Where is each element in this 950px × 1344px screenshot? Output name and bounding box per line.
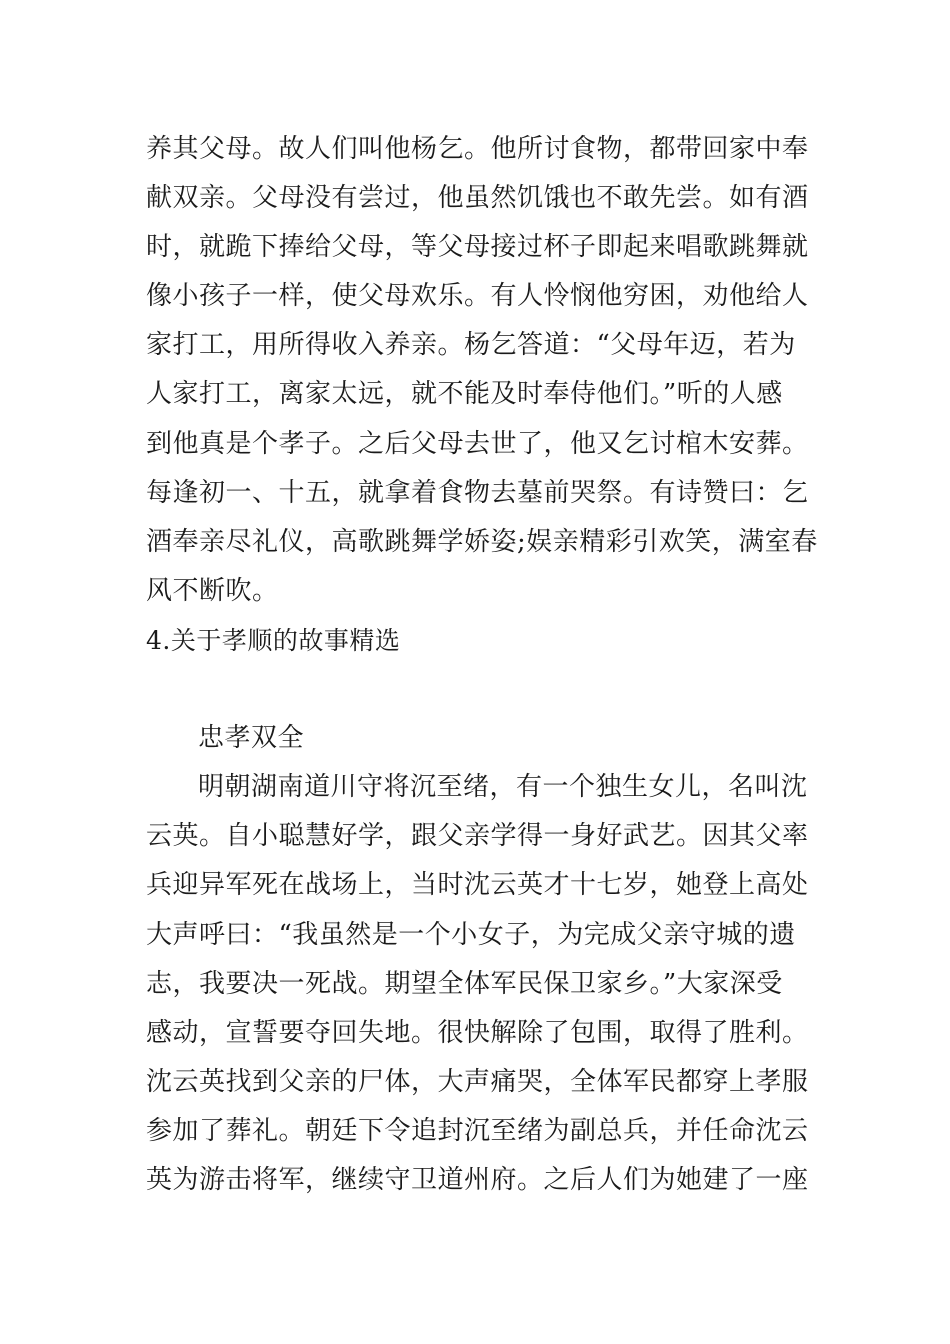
section-heading: 4.关于孝顺的故事精选: [146, 625, 401, 655]
text-line: 家打工，用所得收入养亲。杨乞答道：“父母年迈，若为: [146, 330, 796, 361]
text-line: 养其父母。故人们叫他杨乞。他所讨食物，都带回家中奉: [146, 134, 809, 164]
text-line: 像小孩子一样，使父母欢乐。有人怜悯他穷困，劝他给人: [146, 281, 809, 312]
paragraph-yang-qi-story: [146, 125, 818, 616]
text-column: [146, 125, 818, 1205]
text-line: 明朝湖南道川守将沉至绪，有一个独生女儿，名叫沈: [198, 772, 808, 803]
text-line: 云英。自小聪慧好学，跟父亲学得一身好武艺。因其父率: [146, 821, 809, 852]
blank-line: [146, 665, 811, 714]
text-line: 英为游击将军，继续守卫道州府。之后人们为她建了一座: [146, 1164, 809, 1195]
text-line: 风不断吹。: [146, 575, 279, 606]
text-line: 酒奉亲尽礼仪，高歌跳舞学娇姿;娱亲精彩引欢笑，满室春: [146, 526, 818, 557]
text-line: 志，我要决一死战。期望全体军民保卫家乡。”大家深受: [146, 968, 783, 999]
text-line: 沈云英找到父亲的尸体，大声痛哭，全体军民都穿上孝服: [146, 1066, 809, 1097]
story-title: 忠孝双全: [198, 723, 305, 754]
text-line: 时，就跪下捧给父母，等父母接过杯子即起来唱歌跳舞就: [146, 232, 809, 263]
paragraph-shen-yunying-story: [146, 763, 811, 1205]
text-line: 参加了葬礼。朝廷下令追封沉至绪为副总兵，并任命沈云: [146, 1115, 809, 1146]
text-line: 每逢初一、十五，就拿着食物去墓前哭祭。有诗赞曰：乞: [146, 477, 809, 508]
text-line: 到他真是个孝子。之后父母去世了，他又乞讨棺木安葬。: [146, 428, 809, 459]
text-line: 人家打工，离家太远，就不能及时奉侍他们。”听的人感: [146, 379, 783, 410]
text-line: 兵迎异军死在战场上，当时沈云英才十七岁，她登上高处: [146, 870, 809, 901]
text-line: 献双亲。父母没有尝过，他虽然饥饿也不敢先尝。如有酒: [146, 183, 809, 214]
text-line: 感动，宣誓要夺回失地。很快解除了包围，取得了胜利。: [146, 1017, 809, 1048]
text-line: 大声呼曰：“我虽然是一个小女子，为完成父亲守城的遗: [146, 919, 796, 950]
